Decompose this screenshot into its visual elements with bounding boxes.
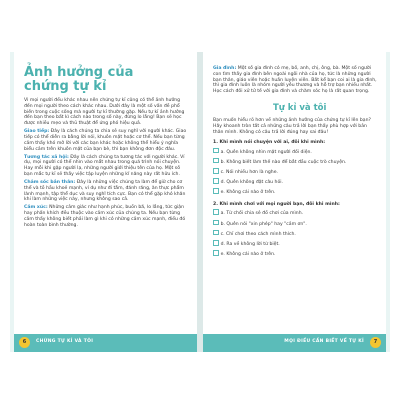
question-2: 2. Khi mình chơi với mọi người bạn, đôi khi mình: [213, 201, 340, 207]
family-paragraph: Gia đình: Một số gia đình có mẹ, bố, anh, chị, ông, bà. Một số người con tìm thấy gia đình bên ngoài ngôi nhà của họ, tức là những người bạn thân, giáo viên hoặc huấn luyện viên. Bất kể bạn coi ai là gia đình, thì gia đình luôn là nhóm người yêu thương và hỗ trợ bạn nhiều nhất. Học cách đối xử tử tế với gia đình và chăm sóc họ là rất quan trọng. [213, 66, 377, 95]
checkbox-icon [213, 220, 219, 226]
q1-option-d[interactable]: d. Quên không đặt câu hỏi. [213, 178, 378, 186]
section-title: Tự kỉ và tôi [273, 103, 327, 113]
footer-title-left: CHỨNG TỰ KỈ VÀ TÔI [36, 339, 94, 344]
checkbox-icon [213, 178, 219, 184]
intro-paragraph: Vì mọi người đều khác nhau nên chứng tự kỉ cũng có thể ảnh hưởng đến mọi người theo cách khác nhau. Dưới đây là một số vấn đề phổ biến trong cuộc sống mà người tự kỉ thường gặp. Nếu tự kỉ ảnh hưởng đến bạn theo bất kì cách nào trong số này, đừng lo lắng! Bạn sẽ học được nhiều mẹo và thủ thuật để ứng phó hiệu quả. [24, 98, 185, 127]
item-communication: Giao tiếp: Đây là cách chúng ta chia sẻ suy nghĩ với người khác. Giao tiếp có thể diễn ra bằng lời nói, khuôn mặt hoặc cơ thể. Nếu bạn từng cảm thấy khó mở lời với các bạn khác hoặc không thể hiểu ý nghĩa biểu cảm trên khuôn mặt của bạn bè, thì bạn không đơn độc đâu. [24, 129, 187, 152]
page-number-right: 7 [370, 337, 381, 348]
right-footer [203, 334, 386, 352]
item-emotions: Cảm xúc: Những cảm giác như hạnh phúc, buồn bã, lo lắng, tức giận hay phấn khích đều thuộc vào cảm xúc của chúng ta. Nếu bạn từng cảm thấy không biết phải làm gì khi có những cảm xúc mạnh, điều đó hoàn toàn bình thường. [24, 205, 186, 228]
q1-option-b[interactable]: b. Không biết làm thế nào để bắt đầu cuộc trò chuyện. [213, 158, 378, 166]
left-page [14, 52, 197, 352]
item-social-interaction: Tương tác xã hội: Đây là cách chúng ta tương tác với người khác. Ví dụ, mọi người có thể nhìn vào mắt nhau trong quá trình nói chuyện. Hay mỗi khi gặp người lạ, những người giới thiệu tên của họ. Một số bạn mắc tự kỉ sẽ thấy việc tập luyện những kĩ năng này rất hữu ích. [24, 154, 185, 177]
checkbox-icon [213, 148, 219, 154]
page-number-left: 6 [19, 337, 30, 348]
checkbox-icon [213, 250, 219, 256]
q2-option-a[interactable]: a. Từ chối chia sẻ đồ chơi của mình. [213, 209, 378, 217]
quiz-column [213, 118, 378, 260]
checkbox-icon [213, 209, 219, 215]
checkbox-icon [213, 188, 219, 194]
book-spread [10, 52, 390, 352]
q1-option-c[interactable]: c. Nói nhiều hơn là nghe. [213, 168, 378, 176]
q2-option-d[interactable]: d. Ra về không lời từ biệt. [213, 240, 378, 248]
q2-option-e[interactable]: e. Không cái nào ở trên. [213, 250, 378, 258]
quiz-intro: Bạn muốn hiểu rõ hơn về những ảnh hưởng của chứng tự kỉ lên bạn? Hãy khoanh tròn tất cả những câu trả lời bạn thấy phù hợp với bản thân mình. Không có câu trả lời đúng hay sai đâu! [213, 118, 371, 135]
left-text-column [24, 98, 189, 231]
q1-option-e[interactable]: e. Không cái nào ở trên. [213, 188, 378, 196]
left-footer [14, 334, 197, 352]
page-title: Ảnh hưởng của chứng tự kỉ [24, 65, 134, 94]
checkbox-icon [213, 158, 219, 164]
checkbox-icon [213, 230, 219, 236]
footer-title-right: MỌI ĐIỀU CẦN BIẾT VỀ TỰ KỈ [284, 339, 364, 344]
q2-option-b[interactable]: b. Quên nói "xin phép" hay "cảm ơn". [213, 220, 378, 228]
checkbox-icon [213, 168, 219, 174]
q2-option-c[interactable]: c. Chỉ chơi theo cách mình thích. [213, 230, 378, 238]
q1-option-a[interactable]: a. Quên không nhìn mặt người đối diện. [213, 148, 378, 156]
right-page [203, 52, 386, 352]
checkbox-icon [213, 240, 219, 246]
question-1: 1. Khi mình nói chuyện với ai, đôi khi mình: [213, 139, 326, 145]
item-self-care: Chăm sóc bản thân: Đây là những việc chúng ta làm để giữ cho cơ thể và tồ hầu khoẻ mạnh, ví dụ như đi tắm, đánh răng, ăn thực phẩm lành mạnh, tập thể dục và suy nghĩ tích cực. Bạn có thể gặp khó khăn khi làm những việc này, nhưng không sao cả. [24, 179, 186, 203]
